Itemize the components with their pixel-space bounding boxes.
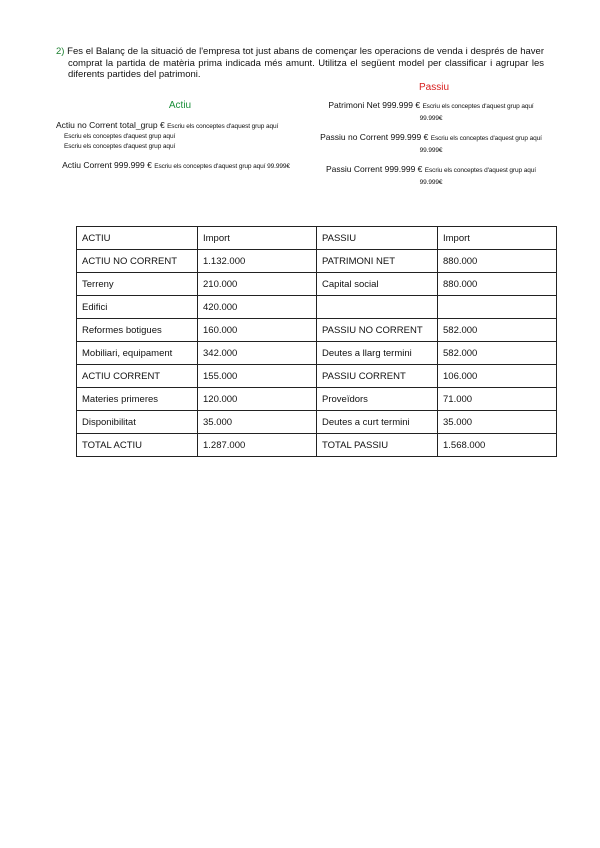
table-cell: [317, 296, 438, 319]
balance-table: [76, 226, 557, 457]
table-cell: ACTIU NO CORRENT: [77, 250, 198, 273]
table-row: [77, 365, 557, 388]
actiu-corrent-label: Actiu Corrent 999.999 €: [62, 160, 152, 170]
passiu-corrent-hint: Escriu els conceptes d'aquest grup aquí 99.999€: [419, 167, 536, 186]
actiu-no-corrent-hint-2: Escriu els conceptes d'aquest grup aquí: [64, 133, 176, 140]
table-cell: Terreny: [77, 273, 198, 296]
table-cell: ACTIU CORRENT: [77, 365, 198, 388]
table-header-row: [77, 227, 557, 250]
table-row: [77, 434, 557, 457]
table-cell: 1.568.000: [438, 434, 557, 457]
table-cell: 1.287.000: [198, 434, 317, 457]
passiu-no-corrent-block: [318, 132, 544, 156]
patrimoni-net-hint: Escriu els conceptes d'aquest grup aquí 99.999€: [419, 103, 534, 122]
table-cell: Deutes a curt termini: [317, 411, 438, 434]
table-cell: 71.000: [438, 388, 557, 411]
table-header-cell: PASSIU: [317, 227, 438, 250]
table-cell: 880.000: [438, 250, 557, 273]
table-cell: 342.000: [198, 342, 317, 365]
actiu-corrent-hint: Escriu els conceptes d'aquest grup aquí 99.999€: [154, 163, 290, 170]
table-row: [77, 319, 557, 342]
table-cell: Proveïdors: [317, 388, 438, 411]
table-cell: 420.000: [198, 296, 317, 319]
table-cell: Edifici: [77, 296, 198, 319]
table-cell: PASSIU NO CORRENT: [317, 319, 438, 342]
actiu-title: Actiu: [168, 100, 192, 111]
passiu-corrent-label: Passiu Corrent 999.999 €: [326, 164, 423, 174]
table-cell: 880.000: [438, 273, 557, 296]
table-header-cell: Import: [198, 227, 317, 250]
table-cell: 35.000: [438, 411, 557, 434]
passiu-model: [318, 100, 544, 188]
passiu-corrent-block: [318, 164, 544, 188]
actiu-model: [56, 120, 296, 172]
table-cell: 120.000: [198, 388, 317, 411]
table-cell: 210.000: [198, 273, 317, 296]
passiu-no-corrent-hint: Escriu els conceptes d'aquest grup aquí 99.999€: [419, 135, 542, 154]
table-cell: 155.000: [198, 365, 317, 388]
table-cell: PATRIMONI NET: [317, 250, 438, 273]
table-row: [77, 250, 557, 273]
patrimoni-net-label: Patrimoni Net 999.999 €: [328, 100, 421, 110]
actiu-corrent-block: [56, 160, 296, 172]
passiu-title: Passiu: [418, 82, 449, 93]
actiu-no-corrent-block: [56, 120, 296, 152]
table-cell: 106.000: [438, 365, 557, 388]
table-cell: [438, 296, 557, 319]
table-row: [77, 411, 557, 434]
table-row: [77, 388, 557, 411]
table-header-cell: Import: [438, 227, 557, 250]
table-row: [77, 273, 557, 296]
actiu-no-corrent-hint-1: Escriu els conceptes d'aquest grup aquí: [167, 123, 279, 130]
table-cell: Deutes a llarg termini: [317, 342, 438, 365]
table-row: [77, 296, 557, 319]
table-cell: 160.000: [198, 319, 317, 342]
table-cell: Capital social: [317, 273, 438, 296]
table-cell: 582.000: [438, 342, 557, 365]
table-cell: 1.132.000: [198, 250, 317, 273]
table-cell: PASSIU CORRENT: [317, 365, 438, 388]
actiu-no-corrent-hint-3: Escriu els conceptes d'aquest grup aquí: [64, 143, 176, 150]
passiu-no-corrent-label: Passiu no Corrent 999.999 €: [320, 132, 429, 142]
question-text: [56, 46, 544, 81]
table-cell: TOTAL ACTIU: [77, 434, 198, 457]
table-cell: Disponibilitat: [77, 411, 198, 434]
table-cell: 35.000: [198, 411, 317, 434]
table-header-cell: ACTIU: [77, 227, 198, 250]
table-cell: Reformes botigues: [77, 319, 198, 342]
table-cell: Mobiliari, equipament: [77, 342, 198, 365]
actiu-no-corrent-label: Actiu no Corrent total_grup €: [56, 120, 165, 130]
question-body: Fes el Balanç de la situació de l'empresa tot just abans de començar les operacions de venda i després de haver comprat la partida de matèria prima indicada més amunt. Utilitza el següent model per classificar i agrupar les diferents partides del patrimoni.: [67, 46, 545, 80]
question-number: 2): [56, 46, 65, 57]
table-cell: Materies primeres: [77, 388, 198, 411]
patrimoni-net-block: [318, 100, 544, 124]
table-cell: TOTAL PASSIU: [317, 434, 438, 457]
table-row: [77, 342, 557, 365]
table-cell: 582.000: [438, 319, 557, 342]
